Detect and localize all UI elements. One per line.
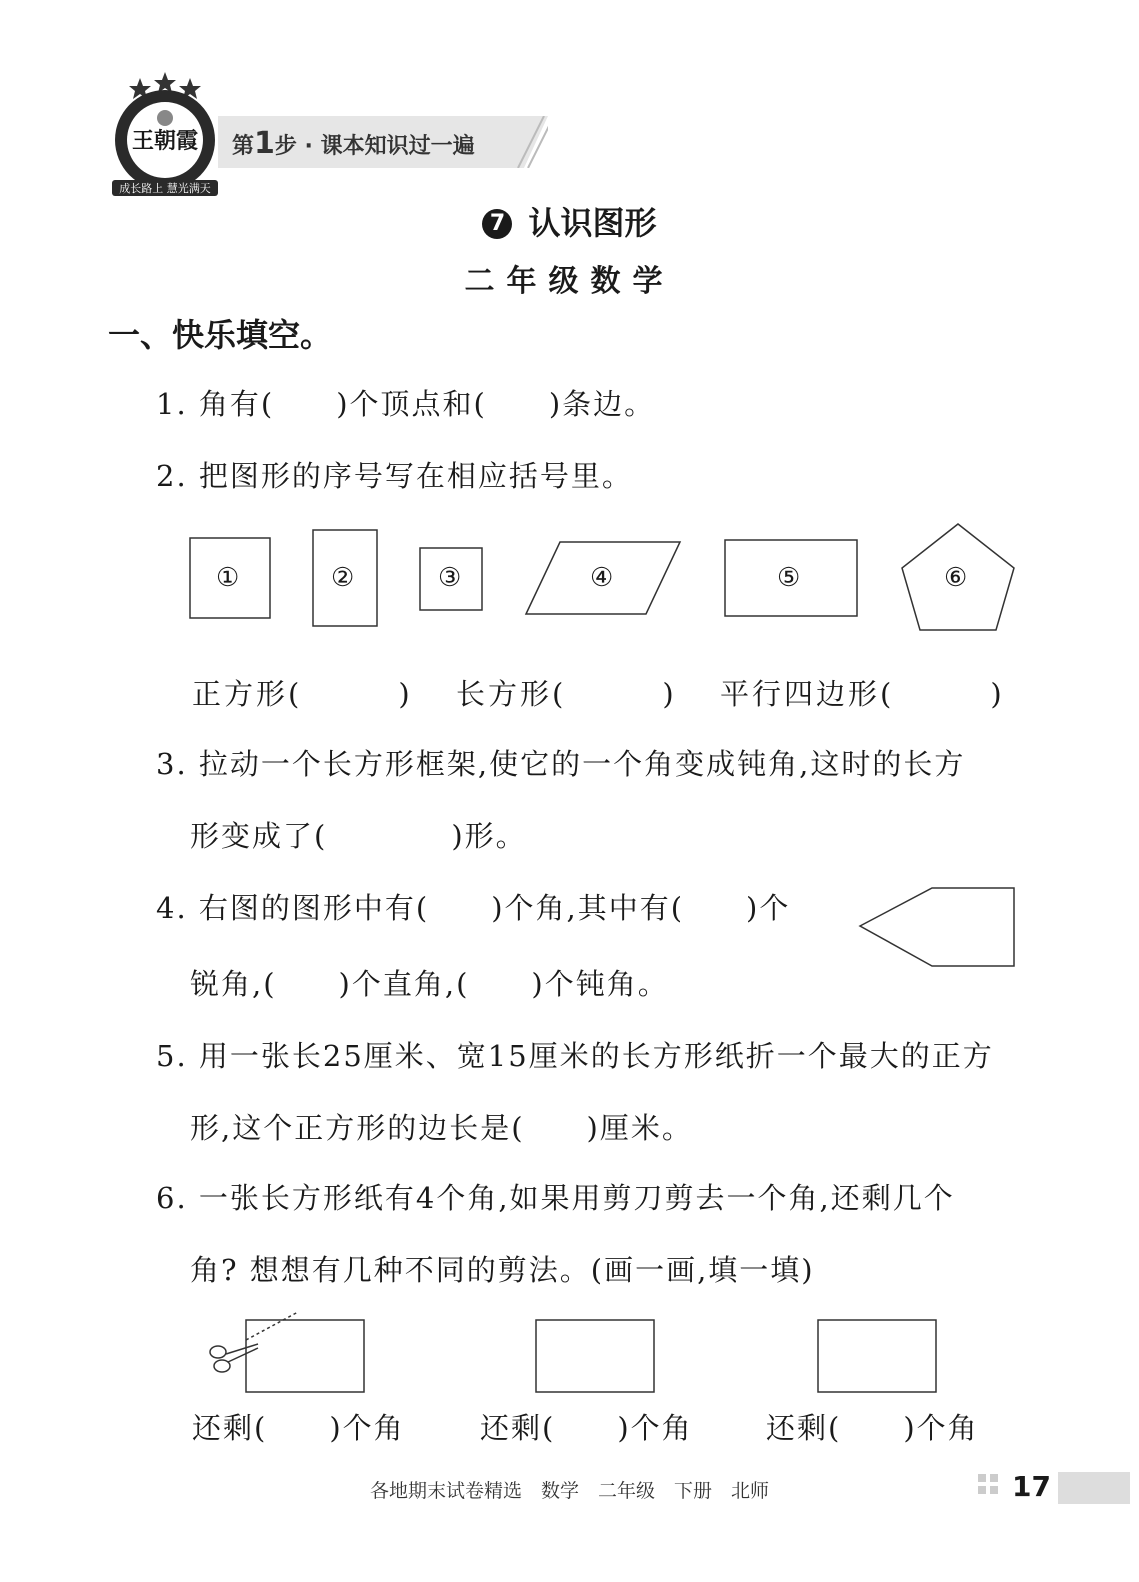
q6-answer-2: 还剩( )个角 (480, 1411, 693, 1445)
brand-name: 王朝霞 (131, 129, 198, 154)
page-decor-icon (978, 1474, 1008, 1504)
answer-square: 正方形( ) (192, 677, 413, 711)
scissors-icon (210, 1344, 258, 1372)
paper-rect-2 (536, 1320, 654, 1392)
footer-text: 各地期末试卷精选 数学 二年级 下册 北师 (369, 1480, 769, 1502)
question-4-line-2: 锐角,( )个直角,( )个钝角。 (190, 967, 669, 1001)
question-6-line-1: 6. 一张长方形纸有4个角,如果用剪刀剪去一个角,还剩几个 (156, 1181, 955, 1215)
shape-label-5: ⑤ (777, 563, 801, 593)
shape-label-6: ⑥ (944, 563, 968, 593)
brand-slogan: 成长路上 慧光满天 (119, 182, 211, 195)
page-number-bar (1058, 1472, 1130, 1504)
answer-parallelogram: 平行四边形( ) (720, 677, 1005, 711)
section-heading: 一、快乐填空。 (108, 316, 333, 354)
q6-answer-1: 还剩( )个角 (192, 1411, 405, 1445)
page-number: 17 (1012, 1470, 1051, 1503)
shape-label-3: ③ (438, 563, 462, 593)
question-6-line-2: 角? 想想有几种不同的剪法。(画一画,填一填) (190, 1253, 815, 1287)
title-number: 7 (482, 209, 512, 239)
page-title (0, 198, 1139, 244)
question-3-line-2: 形变成了( )形。 (190, 819, 527, 853)
question-1: 1. 角有( )个顶点和( )条边。 (156, 387, 656, 421)
shape-label-4: ④ (590, 563, 614, 593)
question-2: 2. 把图形的序号写在相应括号里。 (156, 459, 633, 493)
pentagon-figure (850, 880, 1025, 975)
step-label: 第1步 · 课本知识过一遍 (232, 126, 475, 161)
q6-figures (200, 1310, 960, 1405)
q6-answer-3: 还剩( )个角 (766, 1411, 979, 1445)
answer-rectangle: 长方形( ) (456, 677, 677, 711)
shape-label-2: ② (331, 563, 355, 593)
question-5-line-1: 5. 用一张长25厘米、宽15厘米的长方形纸折一个最大的正方 (156, 1039, 994, 1073)
title-text: 认识图形 (528, 204, 657, 242)
subtitle: 二年级数学 (464, 264, 675, 299)
shape-label-1: ① (216, 563, 240, 593)
question-5-line-2: 形,这个正方形的边长是( )厘米。 (190, 1111, 693, 1145)
question-4-line-1: 4. 右图的图形中有( )个角,其中有( )个 (156, 891, 791, 925)
question-3-line-1: 3. 拉动一个长方形框架,使它的一个角变成钝角,这时的长方 (156, 747, 966, 781)
paper-rect-3 (818, 1320, 936, 1392)
